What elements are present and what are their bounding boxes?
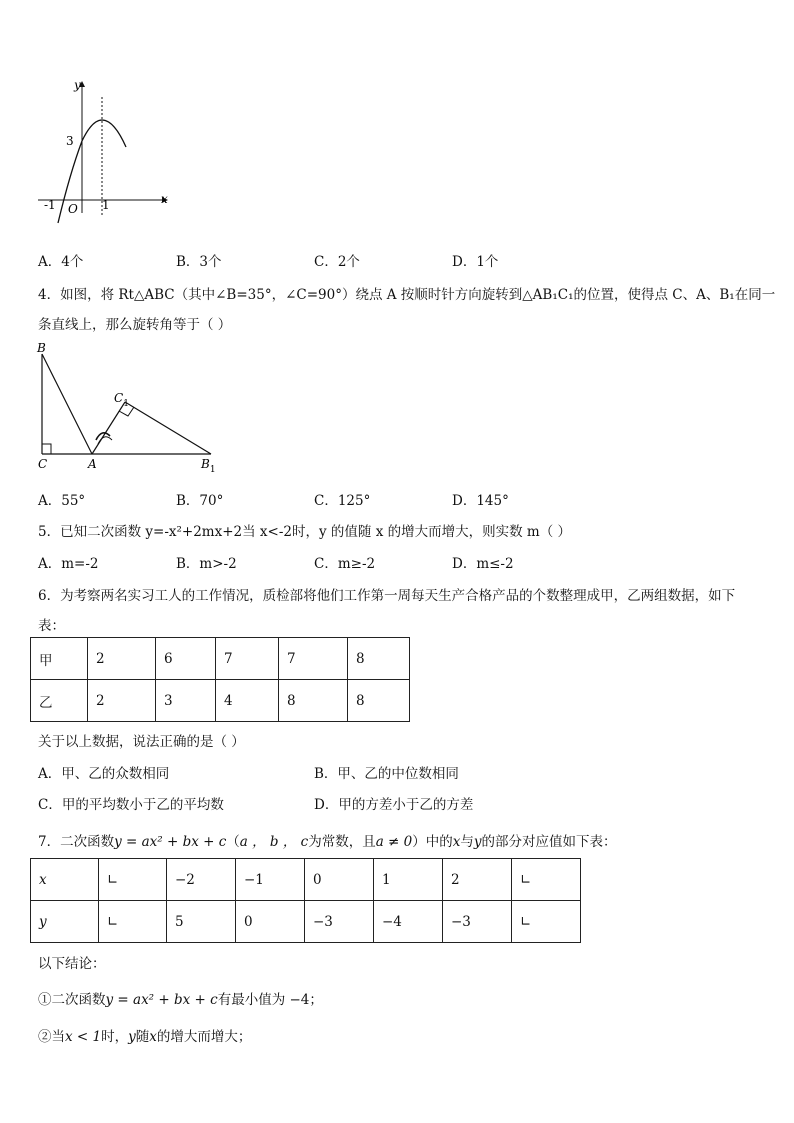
table-row <box>31 680 410 722</box>
label-y: y <box>74 78 81 92</box>
table-cell: 2 <box>88 680 156 722</box>
table-cell: 6 <box>156 638 216 680</box>
table-cell: 7 <box>216 638 279 680</box>
table-cell: 1 <box>374 859 443 901</box>
c2-var-x: x <box>149 1029 157 1045</box>
table-row <box>31 859 581 901</box>
q7-var-x: x <box>452 834 461 850</box>
table-cell: 7 <box>279 638 348 680</box>
table-cell: y <box>31 901 99 943</box>
q5-option-a: A．m=-2 <box>38 556 99 572</box>
table-row <box>31 638 410 680</box>
table-cell: ∟ <box>512 901 581 943</box>
c1-formula: y = ax² + bx + c <box>105 992 218 1008</box>
table-cell: −1 <box>236 859 305 901</box>
segment-ba <box>42 354 92 454</box>
q3-option-b: B．3个 <box>176 254 222 270</box>
q5-option-d: D．m≤-2 <box>452 556 514 572</box>
table-cell: ∟ <box>99 859 167 901</box>
q5-option-c: C．m≥-2 <box>314 556 376 572</box>
table-cell: 8 <box>279 680 348 722</box>
q3-parabola-graph <box>30 75 180 225</box>
q4-option-a: A．55° <box>38 493 86 509</box>
table-cell: 乙 <box>31 680 88 722</box>
table-cell: 4 <box>216 680 279 722</box>
q4-option-d: D．145° <box>452 493 509 509</box>
q3-option-c: C．2个 <box>314 254 360 270</box>
segment-c1b1 <box>125 402 211 454</box>
q7-var-y: y <box>473 834 482 850</box>
q6-question: 关于以上数据，说法正确的是（ ） <box>38 734 245 750</box>
q7-conclusion-2 <box>38 1025 251 1045</box>
table-cell: ∟ <box>512 859 581 901</box>
label-neg-one: -1 <box>44 198 56 212</box>
table-row <box>31 901 581 943</box>
table-cell: 3 <box>156 680 216 722</box>
q7-and: 与 <box>460 834 474 850</box>
q4-option-c: C．125° <box>314 493 371 509</box>
c2-cond: x < 1 <box>65 1029 102 1045</box>
q7-text-line1 <box>38 830 617 850</box>
q6-text-line2: 表： <box>38 618 65 634</box>
q7-value-table <box>30 858 581 943</box>
label-b1: $B_1$ <box>201 457 216 475</box>
q4-option-b: B．70° <box>176 493 224 509</box>
q7-suffix: ）中的 <box>412 834 453 850</box>
rotation-arc-icon-2 <box>98 437 112 444</box>
label-c1: $C_1$ <box>114 391 129 409</box>
segment-ac1 <box>92 402 125 454</box>
label-origin: O <box>68 202 78 216</box>
right-angle-mark-c <box>42 444 51 454</box>
table-cell: −2 <box>167 859 236 901</box>
q6-option-a: A．甲、乙的众数相同 <box>38 766 170 782</box>
q7-formula: y = ax² + bx + c <box>114 834 227 850</box>
q7-mid1: （ <box>226 834 240 850</box>
c2-prefix: ②当 <box>38 1029 65 1045</box>
c2-suffix: 的增大而增大； <box>156 1029 252 1045</box>
q6-data-table <box>30 637 410 722</box>
table-cell: −3 <box>305 901 374 943</box>
table-cell: ∟ <box>99 901 167 943</box>
label-x: x <box>161 192 168 206</box>
q4-triangle-figure <box>30 340 230 475</box>
table-cell: 5 <box>167 901 236 943</box>
q5-text-line1: 5．已知二次函数 y=-x²+2mx+2当 x<-2时，y 的值随 x 的增大而增大，则实数 m（ ） <box>38 524 571 540</box>
q3-option-a: A．4个 <box>38 254 84 270</box>
q6-text-line1: 6．为考察两名实习工人的工作情况，质检部将他们工作第一周每天生产合格产品的个数整理成甲，乙两组数据，如下 <box>38 588 736 604</box>
q4-text-line1: 4．如图，将 Rt△ABC（其中∠B=35°，∠C=90°）绕点 A 按顺时针方向旋转到△AB₁C₁的位置，使得点 C、A、B₁在同一 <box>38 287 776 303</box>
table-cell: 0 <box>236 901 305 943</box>
q7-cond: a ≠ 0 <box>375 834 413 850</box>
label-b: B <box>37 341 46 355</box>
q7-conclusion-label: 以下结论： <box>38 956 106 972</box>
table-cell: 2 <box>443 859 512 901</box>
c2-var-y: y <box>128 1029 136 1045</box>
q4-text-line2: 条直线上，那么旋转角等于（ ） <box>38 317 232 333</box>
table-cell: 0 <box>305 859 374 901</box>
c1-prefix: ①二次函数 <box>38 992 106 1008</box>
table-cell: 8 <box>348 680 410 722</box>
q7-conclusion-1 <box>38 988 323 1008</box>
table-cell: 2 <box>88 638 156 680</box>
table-cell: 8 <box>348 638 410 680</box>
table-cell: −3 <box>443 901 512 943</box>
q3-option-d: D．1个 <box>452 254 499 270</box>
table-cell: x <box>31 859 99 901</box>
label-a: A <box>88 457 97 471</box>
q7-tail: 的部分对应值如下表： <box>481 834 617 850</box>
q7-consts: a ， b ， c <box>239 834 309 850</box>
c2-mid: 时， <box>101 1029 129 1045</box>
q6-option-d: D．甲的方差小于乙的方差 <box>314 797 474 813</box>
q5-option-b: B．m>-2 <box>176 556 237 572</box>
q6-option-b: B．甲、乙的中位数相同 <box>314 766 459 782</box>
table-cell: −4 <box>374 901 443 943</box>
table-cell: 甲 <box>31 638 88 680</box>
q7-mid2: 为常数，且 <box>308 834 376 850</box>
q6-option-c: C．甲的平均数小于乙的平均数 <box>38 797 224 813</box>
label-one: 1 <box>102 198 110 212</box>
label-c: C <box>38 457 48 471</box>
label-three: 3 <box>66 134 74 148</box>
c1-suffix: 有最小值为 −4； <box>217 992 323 1008</box>
q7-prefix: 7．二次函数 <box>38 834 115 850</box>
c2-mid2: 随 <box>135 1029 150 1045</box>
